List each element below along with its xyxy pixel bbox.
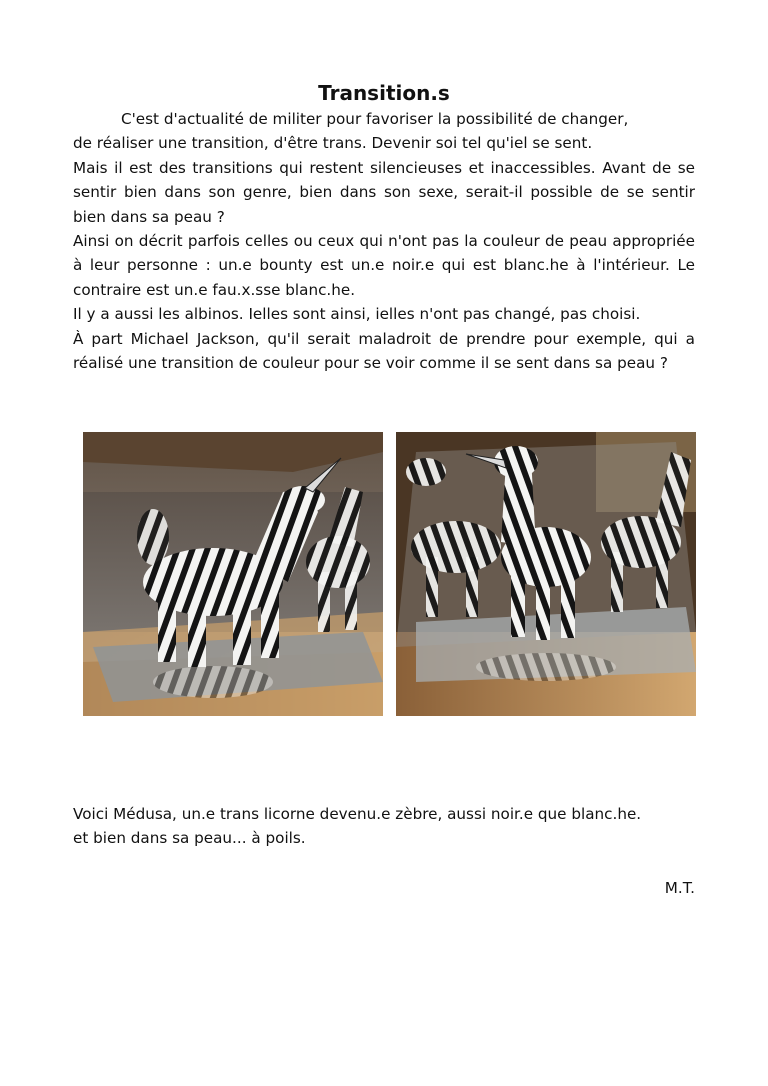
photo-caption: [73, 802, 695, 851]
paragraph: Mais il est des transitions qui restent silencieuses et inaccessibles. Avant de se sentir bien dans son genre, bien dans son sexe, serait-il possible de se sentir bien dans sa peau ?: [73, 158, 695, 226]
photo-zebra-unicorn-right: [396, 432, 696, 716]
paragraph: C'est d'actualité de militer pour favoriser la possibilité de changer,: [121, 110, 629, 128]
body-text: [73, 107, 695, 375]
caption-line: et bien dans sa peau... à poils.: [73, 829, 306, 848]
paragraph: de réaliser une transition, d'être trans. Devenir soi tel qu'iel se sent.: [73, 134, 593, 153]
paragraph: Il y a aussi les albinos. Ielles sont ainsi, ielles n'ont pas changé, pas choisi.: [73, 305, 641, 324]
caption-line: Voici Médusa, un.e trans licorne devenu.e zèbre, aussi noir.e que blanc.he.: [73, 805, 642, 823]
photo-zebra-unicorn-left: [83, 432, 383, 716]
paragraph: À part Michael Jackson, qu'il serait maladroit de prendre pour exemple, qui a réalisé une transition de couleur pour se voir comme il se sent dans sa peau ?: [73, 329, 695, 373]
signature: M.T.: [664, 879, 695, 897]
paragraph: Ainsi on décrit parfois celles ou ceux qui n'ont pas la couleur de peau appropriée à leur personne : un.e bounty est un.e noir.e qui est blanc.he à l'intérieur. Le contraire est un.e fau.x.sse blanc.he.: [73, 232, 695, 299]
document-title: Transition.s: [318, 81, 450, 105]
